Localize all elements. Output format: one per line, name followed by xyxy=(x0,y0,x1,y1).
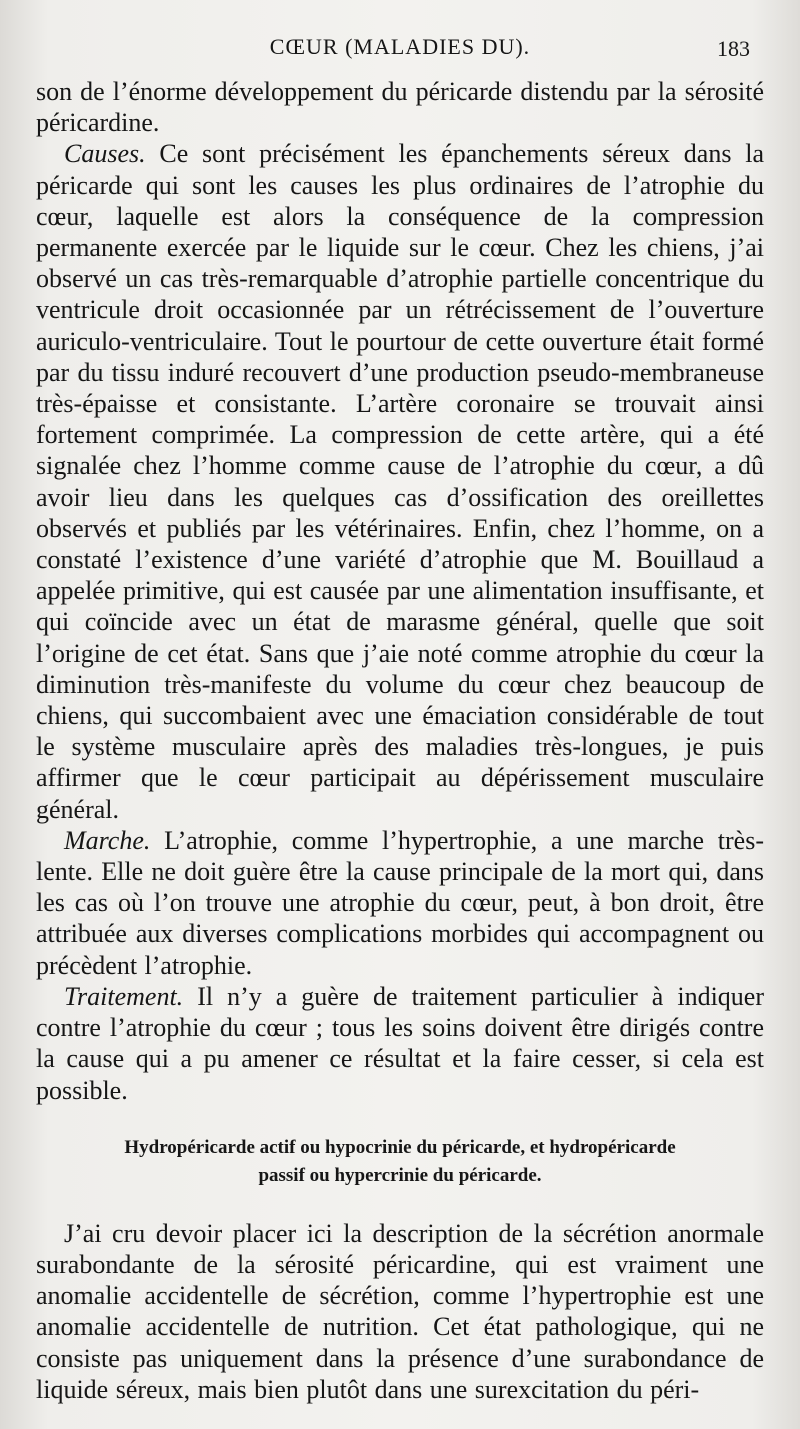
paragraph-text: Ce sont précisément les épanchements séreux dans la péricarde qui sont les causes les plus ordinaires de l’atrophie du cœur, laquelle est alors la conséquence de la compression permanente exercée par le liquide sur le cœur. Chez les chiens, j’ai observé un cas très-remarquable d’atrophie partielle concentrique du ventricule droit occasionnée par un rétrécissement de l’ouverture auriculo-ventriculaire. Tout le pourtour de cette ouverture était formé par du tissu induré recouvert d’une production pseudo-membraneuse très-épaisse et consistante. L’artère coronaire se trouvait ainsi fortement comprimée. La compression de cette artère, qui a été signalée chez l’homme comme cause de l’atrophie du cœur, a dû avoir lieu dans les quelques cas d’ossification des oreillettes observés et publiés par les vétérinaires. Enfin, chez l’homme, on a constaté l’existence d’une variété d’atrophie que M. Bouillaud a appelée primitive, qui est causée par une alimentation insuffisante, et qui coïncide avec un état de marasme général, quelle que soit l’origine de cet état. Sans que j’aie noté comme atrophie du cœur la diminution très-manifeste du volume du cœur chez beaucoup de chiens, qui succombaient avec une émaciation considérable de tout le système musculaire après des maladies très-longues, je puis affirmer que le cœur participait au dépérissement musculaire général. xyxy=(36,139,764,824)
section-heading-line-1: Hydropéricarde actif ou hypocrinie du péricarde, et hydropéricarde xyxy=(124,1136,676,1158)
paragraph-lead-causes: Causes. xyxy=(64,139,146,169)
section-paragraph: J’ai cru devoir placer ici la description de la sécrétion anormale surabondante de la sérosité péricardine, qui est vraiment une anomalie accidentelle de sécrétion, comme l’hypertrophie est une anomalie accidentelle de nutrition. Cet état pathologique, qui ne consiste pas uniquement dans la présence d’une surabondance de liquide séreux, mais bien plutôt dans une surexcitation du péri- xyxy=(36,1218,764,1404)
paragraph-text: L’atrophie, comme l’hypertrophie, a une marche très-lente. Elle ne doit guère être la cause principale de la mort qui, dans les cas où l’on trouve une atrophie du cœur, peut, à bon droit, être attribuée aux diverses complications morbides qui accompagnent ou précèdent l’atrophie. xyxy=(36,825,765,980)
body-text xyxy=(36,76,764,1106)
paragraph-continuation xyxy=(36,76,764,138)
section-heading xyxy=(36,1134,764,1190)
running-title: CŒUR (MALADIES DU). xyxy=(269,34,531,59)
paragraph-causes xyxy=(36,138,764,824)
paragraph-text: Il n’y a guère de traitement particulier à indiquer contre l’atrophie du cœur ; tous les soins doivent être dirigés contre la cause qui a pu amener ce résultat et la faire cesser, si cela est possible. xyxy=(36,981,765,1105)
page-number: 183 xyxy=(717,36,750,61)
paragraph-lead-traitement: Traitement. xyxy=(64,981,184,1011)
running-head xyxy=(36,26,764,76)
section-heading-line-2: passif ou hypercrinie du péricarde. xyxy=(258,1164,542,1186)
paragraph-text: son de l’énorme développement du péricarde distendu par la sérosité péricardine. xyxy=(36,77,764,138)
paragraph-lead-marche: Marche. xyxy=(64,825,151,855)
paragraph-traitement xyxy=(36,981,764,1106)
paragraph-marche xyxy=(36,825,764,981)
